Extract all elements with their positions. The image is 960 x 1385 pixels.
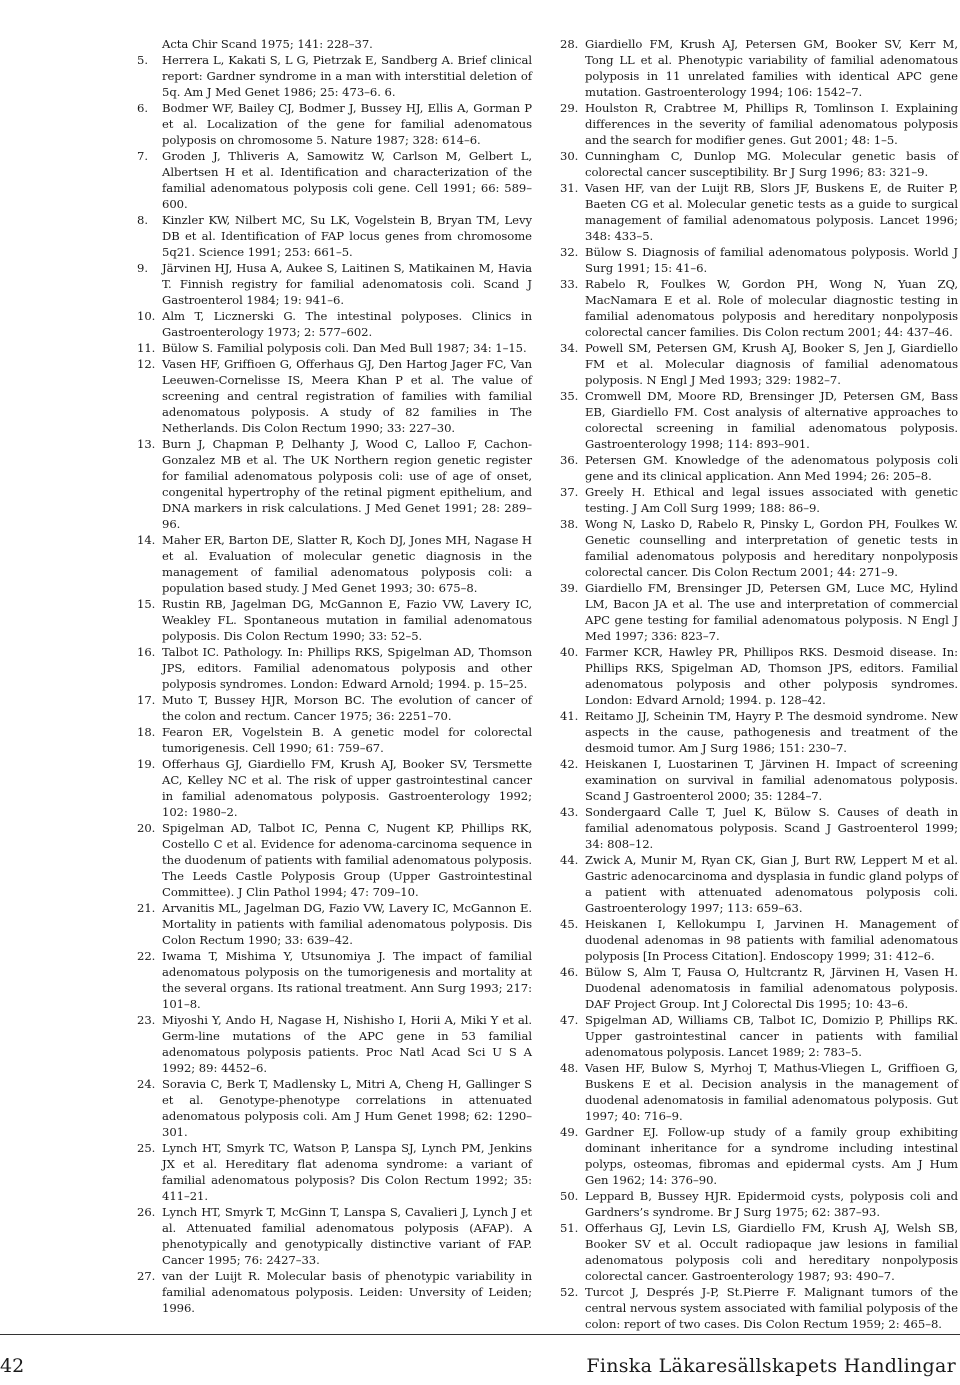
reference-entry: [560, 708, 958, 756]
reference-number: 34.: [560, 341, 579, 355]
reference-list-left: [137, 36, 532, 1316]
reference-entry: [560, 580, 958, 644]
reference-number: 47.: [560, 1013, 579, 1027]
reference-number: 17.: [137, 693, 156, 707]
reference-number: 46.: [560, 965, 579, 979]
reference-number: 51.: [560, 1221, 579, 1235]
reference-entry: [560, 1124, 958, 1188]
journal-title: Finska Läkaresällskapets Handlingar: [586, 1355, 956, 1377]
reference-text: Offerhaus GJ, Giardiello FM, Krush AJ, Booker SV, Tersmette AC, Kelley NC et al. The risk of upper gastrointestinal cancer in familial adenomatous polyposis. Gastroenterology 1992; 102: 1980–2.: [162, 757, 532, 819]
reference-number: 20.: [137, 821, 156, 835]
reference-number: 15.: [137, 597, 156, 611]
reference-number: 12.: [137, 357, 156, 371]
reference-text: Miyoshi Y, Ando H, Nagase H, Nishisho I, Horii A, Miki Y et al. Germ-line mutations of the APC gene in 53 familial adenomatous polyposis patients. Proc Natl Acad Sci U S A 1992; 89: 4452–6.: [162, 1013, 532, 1075]
reference-entry: [560, 1220, 958, 1284]
reference-text: Spigelman AD, Talbot IC, Penna C, Nugent KP, Phillips RK, Costello C et al. Evidence for adenoma-carcinoma sequence in the duodenum of patients with familial adenomatous polyposis. The Leeds Castle Polyposis Group (Upper Gastrointestinal Committee). J Clin Pathol 1994; 47: 709–10.: [162, 821, 532, 899]
reference-text: Bülow S. Familial polyposis coli. Dan Med Bull 1987; 34: 1–15.: [162, 341, 527, 355]
reference-text: Lynch HT, Smyrk TC, Watson P, Lanspa SJ, Lynch PM, Jenkins JX et al. Hereditary flat adenoma syndrome: a variant of familial adenomatous polyposis? Dis Colon Rectum 1992; 35: 411–21.: [162, 1141, 532, 1203]
reference-number: 6.: [137, 101, 148, 115]
reference-entry: [137, 436, 532, 532]
reference-text: Fearon ER, Vogelstein B. A genetic model for colorectal tumorigenesis. Cell 1990; 61: 759–67.: [162, 725, 532, 755]
reference-number: 31.: [560, 181, 579, 195]
reference-number: 22.: [137, 949, 156, 963]
reference-entry: [137, 356, 532, 436]
reference-text: Vasen HF, van der Luijt RB, Slors JF, Buskens E, de Ruiter P, Baeten CG et al. Molecular genetic tests as a guide to surgical management of familial adenomatous polyposis. Lancet 1996; 348: 433–5.: [585, 181, 958, 243]
reference-number: 18.: [137, 725, 156, 739]
reference-entry: [560, 1060, 958, 1124]
reference-text: Sondergaard Calle T, Juel K, Bülow S. Causes of death in familial adenomatous polyposis. Scand J Gastroenterol 1999; 34: 808–12.: [585, 805, 958, 851]
reference-text: Zwick A, Munir M, Ryan CK, Gian J, Burt RW, Leppert M et al. Gastric adenocarcinoma and dysplasia in fundic gland polyps of a patient with attenuated adenomatous polyposis coli. Gastroenterology 1997; 113: 659–63.: [585, 853, 958, 915]
reference-entry: [137, 692, 532, 724]
reference-number: 40.: [560, 645, 579, 659]
reference-text: Rabelo R, Foulkes W, Gordon PH, Wong N, Yuan ZQ, MacNamara E et al. Role of molecular diagnostic testing in familial adenomatous polyposis and hereditary nonpolyposis colorectal cancer families. Dis Colon rectum 2001; 44: 437–46.: [585, 277, 958, 339]
reference-text: Wong N, Lasko D, Rabelo R, Pinsky L, Gordon PH, Foulkes W. Genetic counselling and interpretation of genetic tests in familial adenomatous polyposis and hereditary nonpolyposis colorectal cancer. Dis Colon Rectum 2001; 44: 271–9.: [585, 517, 958, 579]
reference-number: 29.: [560, 101, 579, 115]
reference-entry: [137, 948, 532, 1012]
reference-entry: [137, 900, 532, 948]
reference-number: 39.: [560, 581, 579, 595]
reference-number: 14.: [137, 533, 156, 547]
reference-number: 5.: [137, 53, 148, 67]
reference-entry: [560, 516, 958, 580]
reference-entry: [560, 148, 958, 180]
reference-entry: [560, 100, 958, 148]
reference-text: Greely H. Ethical and legal issues associated with genetic testing. J Am Coll Surg 1999; 188: 86–9.: [585, 485, 958, 515]
reference-number: 25.: [137, 1141, 156, 1155]
reference-entry: [137, 596, 532, 644]
reference-text: Powell SM, Petersen GM, Krush AJ, Booker S, Jen J, Giardiello FM et al. Molecular diagnosis of familial adenomatous polyposis. N Engl J Med 1993; 329: 1982–7.: [585, 341, 958, 387]
reference-text: Burn J, Chapman P, Delhanty J, Wood C, Lalloo F, Cachon-Gonzalez MB et al. The UK Northern region genetic register for familial adenomatous polyposis coli: use of age of onset, congenital hypertrophy of the retinal pigment epithelium, and DNA markers in risk calculations. J Med Genet 1991; 28: 289–96.: [162, 437, 532, 531]
reference-entry: [560, 388, 958, 452]
reference-entry: [560, 1188, 958, 1220]
footer-rule: [0, 1334, 960, 1335]
reference-entry: [560, 244, 958, 276]
reference-text: Vasen HF, Bulow S, Myrhoj T, Mathus-Vliegen L, Griffioen G, Buskens E et al. Decision analysis in the management of duodenal adenomatosis in familial adenomatous polyposis. Gut 1997; 40: 716–9.: [585, 1061, 958, 1123]
reference-number: 48.: [560, 1061, 579, 1075]
reference-number: 19.: [137, 757, 156, 771]
reference-entry: [137, 100, 532, 148]
reference-number: 10.: [137, 309, 156, 323]
reference-number: 36.: [560, 453, 579, 467]
reference-entry: [560, 340, 958, 388]
reference-number: 27.: [137, 1269, 156, 1283]
reference-text: Giardiello FM, Brensinger JD, Petersen GM, Luce MC, Hylind LM, Bacon JA et al. The use and interpretation of commercial APC gene testing for familial adenomatous polyposis. N Engl J Med 1997; 336: 823–7.: [585, 581, 958, 643]
reference-text: Kinzler KW, Nilbert MC, Su LK, Vogelstein B, Bryan TM, Levy DB et al. Identification of FAP locus genes from chromosome 5q21. Science 1991; 253: 661–5.: [162, 213, 532, 259]
reference-entry: [137, 36, 532, 52]
reference-entry: [137, 1268, 532, 1316]
reference-text: Turcot J, Després J-P, St.Pierre F. Malignant tumors of the central nervous system associated with familial polyposis of the colon: report of two cases. Dis Colon Rectum 1959; 2: 465–8.: [585, 1285, 958, 1331]
reference-entry: [137, 308, 532, 340]
reference-entry: [560, 1284, 958, 1332]
reference-number: 45.: [560, 917, 579, 931]
reference-text: Groden J, Thliveris A, Samowitz W, Carlson M, Gelbert L, Albertsen H et al. Identification and characterization of the familial adenomatous polyposis coli gene. Cell 1991; 66: 589–600.: [162, 149, 532, 211]
reference-entry: [137, 644, 532, 692]
reference-text: Vasen HF, Griffioen G, Offerhaus GJ, Den Hartog Jager FC, Van Leeuwen-Cornelisse IS, Meera Khan P et al. The value of screening and central registration of families with familial adenomatous polyposis. A study of 82 families in The Netherlands. Dis Colon Rectum 1990; 33: 227–30.: [162, 357, 532, 435]
reference-entry: [560, 452, 958, 484]
reference-number: 11.: [137, 341, 156, 355]
reference-entry: [137, 148, 532, 212]
reference-number: 52.: [560, 1285, 579, 1299]
reference-entry: [137, 260, 532, 308]
reference-entry: [137, 1140, 532, 1204]
reference-entry: [560, 852, 958, 916]
reference-entry: [137, 532, 532, 596]
reference-text: Arvanitis ML, Jagelman DG, Fazio VW, Lavery IC, McGannon E. Mortality in patients with familial adenomatous polyposis. Dis Colon Rectum 1990; 33: 639–42.: [162, 901, 532, 947]
reference-number: 23.: [137, 1013, 156, 1027]
reference-text: Bülow S. Diagnosis of familial adenomatous polyposis. World J Surg 1991; 15: 41–6.: [585, 245, 958, 275]
reference-number: 24.: [137, 1077, 156, 1091]
reference-number: 21.: [137, 901, 156, 915]
reference-text: Alm T, Licznerski G. The intestinal polyposes. Clinics in Gastroenterology 1973; 2: 577–602.: [162, 309, 532, 339]
reference-text: Reitamo JJ, Scheinin TM, Hayry P. The desmoid syndrome. New aspects in the cause, pathogenesis and treatment of the desmoid tumor. Am J Surg 1986; 151: 230–7.: [585, 709, 958, 755]
reference-text: Muto T, Bussey HJR, Morson BC. The evolution of cancer of the colon and rectum. Cancer 1975; 36: 2251–70.: [162, 693, 532, 723]
reference-text: Maher ER, Barton DE, Slatter R, Koch DJ, Jones MH, Nagase H et al. Evaluation of molecular genetic diagnosis in the management of familial adenomatous polyposis coli: a population based study. J Med Genet 1993; 30: 675–8.: [162, 533, 532, 595]
reference-entry: [137, 340, 532, 356]
reference-text: Heiskanen I, Luostarinen T, Järvinen H. Impact of screening examination on survival in familial adenomatous polyposis. Scand J Gastroenterol 2000; 35: 1284–7.: [585, 757, 958, 803]
reference-entry: [137, 212, 532, 260]
reference-entry: [560, 36, 958, 100]
reference-number: 7.: [137, 149, 148, 163]
reference-entry: [560, 1012, 958, 1060]
reference-entry: [137, 724, 532, 756]
reference-text: Bülow S, Alm T, Fausa O, Hultcrantz R, Järvinen H, Vasen H. Duodenal adenomatosis in familial adenomatous polyposis. DAF Project Group. Int J Colorectal Dis 1995; 10: 43–6.: [585, 965, 958, 1011]
reference-number: 13.: [137, 437, 156, 451]
reference-number: 9.: [137, 261, 148, 275]
reference-number: 16.: [137, 645, 156, 659]
reference-text: Gardner EJ. Follow-up study of a family group exhibiting dominant inheritance for a syndrome including intestinal polyps, osteomas, fibromas and epidermal cysts. Am J Hum Gen 1962; 14: 376–90.: [585, 1125, 958, 1187]
reference-number: 42.: [560, 757, 579, 771]
reference-text: Lynch HT, Smyrk T, McGinn T, Lanspa S, Cavalieri J, Lynch J et al. Attenuated familial adenomatous polyposis (AFAP). A phenotypically and genotypically distinctive variant of FAP. Cancer 1995; 76: 2427–33.: [162, 1205, 532, 1267]
reference-entry: [560, 964, 958, 1012]
reference-number: 28.: [560, 37, 579, 51]
reference-number: 41.: [560, 709, 579, 723]
reference-number: 49.: [560, 1125, 579, 1139]
reference-text: Farmer KCR, Hawley PR, Phillipos RKS. Desmoid disease. In: Phillips RKS, Spigelman AD, Thomson JPS, editors. Familial adenomatous polyposis and other polyposis syndromes. London: Edvard Arnold; 1994. p. 128–42.: [585, 645, 958, 707]
reference-number: 8.: [137, 213, 148, 227]
reference-text: Iwama T, Mishima Y, Utsunomiya J. The impact of familial adenomatous polyposis on the tumorigenesis and mortality at the several organs. Its rational treatment. Ann Surg 1993; 217: 101–8.: [162, 949, 532, 1011]
reference-entry: [560, 804, 958, 852]
reference-text: Rustin RB, Jagelman DG, McGannon E, Fazio VW, Lavery IC, Weakley FL. Spontaneous mutation in familial adenomatous polyposis. Dis Colon Rectum 1990; 33: 52–5.: [162, 597, 532, 643]
reference-text: Petersen GM. Knowledge of the adenomatous polyposis coli gene and its clinical application. Ann Med 1994; 26: 205–8.: [585, 453, 958, 483]
reference-entry: [137, 1076, 532, 1140]
reference-number: 43.: [560, 805, 579, 819]
reference-text: Järvinen HJ, Husa A, Aukee S, Laitinen S, Matikainen M, Havia T. Finnish registry for familial adenomatosis coli. Scand J Gastroenterol 1984; 19: 941–6.: [162, 261, 532, 307]
reference-number: 37.: [560, 485, 579, 499]
reference-entry: [560, 276, 958, 340]
reference-text: Soravia C, Berk T, Madlensky L, Mitri A, Cheng H, Gallinger S et al. Genotype-phenotype correlations in attenuated adenomatous polyposis coli. Am J Hum Genet 1998; 62: 1290–301.: [162, 1077, 532, 1139]
reference-text: Leppard B, Bussey HJR. Epidermoid cysts, polyposis coli and Gardners’s syndrome. Br J Surg 1975; 62: 387–93.: [585, 1189, 958, 1219]
page-number: 42: [0, 1355, 25, 1377]
reference-entry: [137, 756, 532, 820]
reference-list-right: [560, 36, 958, 1332]
reference-number: 26.: [137, 1205, 156, 1219]
reference-entry: [137, 1204, 532, 1268]
reference-text: Heiskanen I, Kellokumpu I, Jarvinen H. Management of duodenal adenomas in 98 patients with familial adenomatous polyposis [In Process Citation]. Endoscopy 1999; 31: 412–6.: [585, 917, 958, 963]
reference-text: Spigelman AD, Williams CB, Talbot IC, Domizio P, Phillips RK. Upper gastrointestinal cancer in patients with familial adenomatous polyposis. Lancet 1989; 2: 783–5.: [585, 1013, 958, 1059]
reference-text: Cromwell DM, Moore RD, Brensinger JD, Petersen GM, Bass EB, Giardiello FM. Cost analysis of alternative approaches to colorectal screening in familial adenomatous polyposis. Gastroenterology 1998; 114: 893–901.: [585, 389, 958, 451]
reference-number: 35.: [560, 389, 579, 403]
reference-text: Acta Chir Scand 1975; 141: 228–37.: [162, 37, 373, 51]
reference-entry: [137, 1012, 532, 1076]
reference-text: Herrera L, Kakati S, L G, Pietrzak E, Sandberg A. Brief clinical report: Gardner syndrome in a man with interstitial deletion of 5q. Am J Med Genet 1986; 25: 473–6. 6.: [162, 53, 532, 99]
reference-text: Offerhaus GJ, Levin LS, Giardiello FM, Krush AJ, Welsh SB, Booker SV et al. Occult radiopaque jaw lesions in familial adenomatous polyposis coli and hereditary nonpolyposis colorectal cancer. Gastroenterology 1987; 93: 490–7.: [585, 1221, 958, 1283]
reference-text: Giardiello FM, Krush AJ, Petersen GM, Booker SV, Kerr M, Tong LL et al. Phenotypic variability of familial adenomatous polyposis in 11 unrelated families with identical APC gene mutation. Gastroenterology 1994; 106: 1542–7.: [585, 37, 958, 99]
reference-entry: [560, 916, 958, 964]
reference-text: Cunningham C, Dunlop MG. Molecular genetic basis of colorectal cancer susceptibility. Br J Surg 1996; 83: 321–9.: [585, 149, 958, 179]
reference-entry: [137, 52, 532, 100]
reference-number: 50.: [560, 1189, 579, 1203]
reference-text: van der Luijt R. Molecular basis of phenotypic variability in familial adenomatous polyposis. Leiden: Unversity of Leiden; 1996.: [162, 1269, 532, 1315]
reference-text: Houlston R, Crabtree M, Phillips R, Tomlinson I. Explaining differences in the severity of familial adenomatous polyposis and the search for modifier genes. Gut 2001; 48: 1–5.: [585, 101, 958, 147]
reference-number: 33.: [560, 277, 579, 291]
reference-entry: [560, 756, 958, 804]
reference-text: Talbot IC. Pathology. In: Phillips RKS, Spigelman AD, Thomson JPS, editors. Familial adenomatous polyposis and other polyposis syndromes. London: Edward Arnold; 1994. p. 15–25.: [162, 645, 532, 691]
reference-number: 38.: [560, 517, 579, 531]
reference-entry: [560, 484, 958, 516]
reference-entry: [137, 820, 532, 900]
reference-text: Bodmer WF, Bailey CJ, Bodmer J, Bussey HJ, Ellis A, Gorman P et al. Localization of the gene for familial adenomatous polyposis on chromosome 5. Nature 1987; 328: 614–6.: [162, 101, 532, 147]
reference-entry: [560, 644, 958, 708]
reference-entry: [560, 180, 958, 244]
reference-number: 44.: [560, 853, 579, 867]
reference-number: 30.: [560, 149, 579, 163]
reference-number: 32.: [560, 245, 579, 259]
